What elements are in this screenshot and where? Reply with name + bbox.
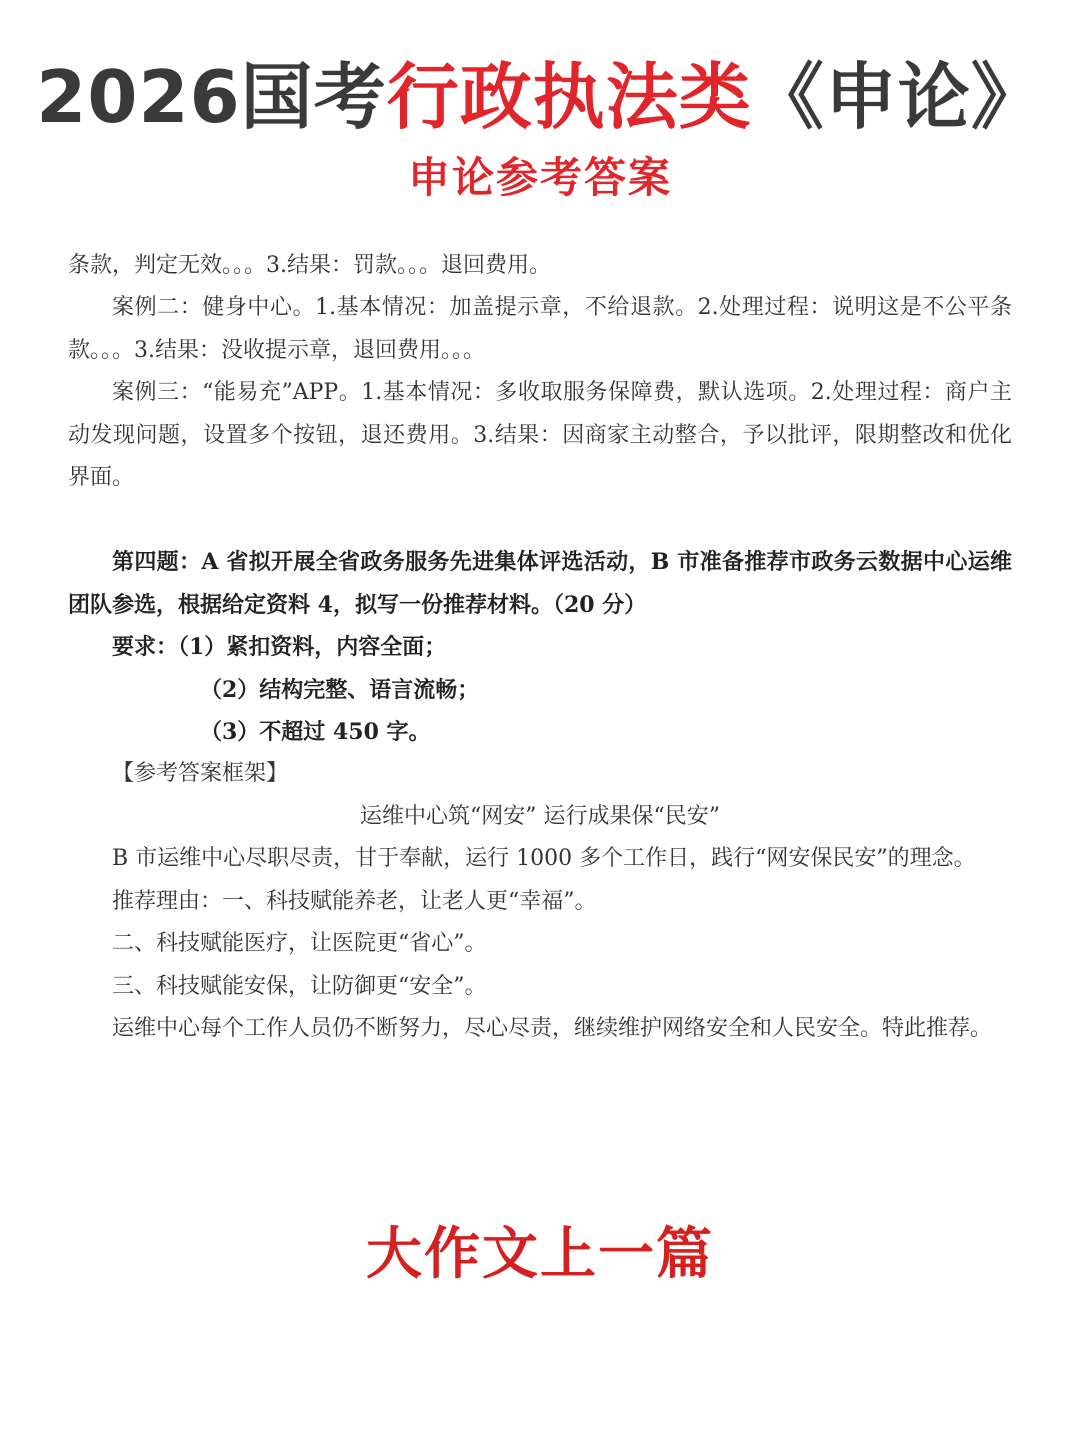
answer-paragraph-5: 运维中心每个工作人员仍不断努力，尽心尽责，继续维护网络安全和人民安全。特此推荐。 [112, 1015, 993, 1041]
spacer [68, 499, 1012, 541]
answer-paragraph-3: 二、科技赋能医疗，让医院更“省心”。 [112, 931, 487, 957]
answer-title: 运维中心筑“网安” 运行成果保“民安” [360, 803, 720, 829]
page-title [0, 52, 1080, 142]
case2-paragraph: 案例二：健身中心。1.基本情况：加盖提示章，不给退款。2.处理过程：说明这是不公平条款。。。3.结果：没收提示章，退回费用。。。 [68, 295, 1012, 363]
answer-paragraph-1: B 市运维中心尽职尽责，甘于奉献，运行 1000 多个工作日，践行“网安保民安”的理念。 [112, 846, 976, 872]
case3-paragraph: 案例三：“能易充”APP。1.基本情况：多收取服务保障费，默认选项。2.处理过程：商户主动发现问题，设置多个按钮，退还费用。3.结果：因商家主动整合，予以批评，限期整改和优化界面。 [68, 380, 1012, 491]
document-body [68, 245, 1012, 1050]
page-subtitle: 申论参考答案 [407, 153, 672, 202]
answer-paragraph-2: 推荐理由：一、科技赋能养老，让老人更“幸福”。 [112, 888, 597, 914]
framework-label: 【参考答案框架】 [112, 761, 289, 787]
question4-prompt: 第四题：A 省拟开展全省政务服务先进集体评选活动，B 市准备推荐市政务云数据中心运维团队参选，根据给定资料 4，拟写一份推荐材料。（20 分） [68, 549, 1012, 618]
footer-title: 大作文上一篇 [366, 1221, 714, 1287]
title-category: 行政执法类 [386, 55, 752, 139]
title-subject: 《申论》 [751, 55, 1044, 139]
case1-ending: 条款，判定无效。。。3.结果：罚款。。。退回费用。 [68, 253, 551, 278]
requirement-3: （3）不超过 450 字。 [200, 719, 431, 746]
title-year-exam: 2026国考 [36, 55, 387, 139]
requirement-2: （2）结构完整、语言流畅； [200, 676, 480, 703]
requirement-1: 要求：（1）紧扣资料，内容全面； [112, 634, 447, 661]
answer-paragraph-4: 三、科技赋能安保，让防御更“安全”。 [112, 973, 487, 999]
